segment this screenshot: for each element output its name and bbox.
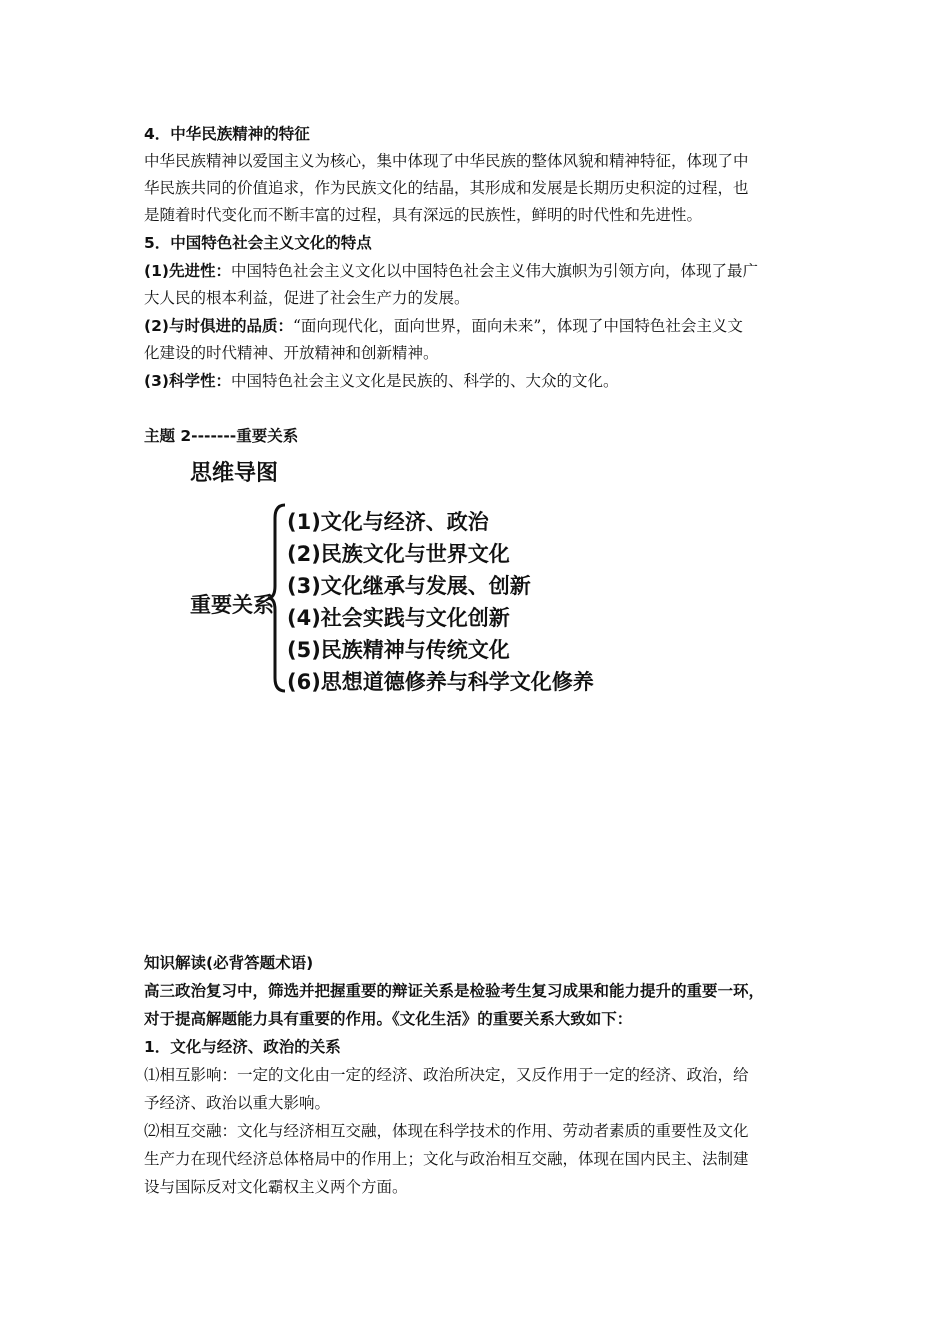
item-label: (3)科学性：	[144, 372, 231, 390]
topic-2-heading: 主题 2-------重要关系	[144, 427, 299, 445]
knowledge-p2-line-3: 设与国际反对文化霸权主义两个方面。	[144, 1178, 408, 1196]
section-5-item-1-line-2: 大人民的根本利益，促进了社会生产力的发展。	[144, 289, 470, 307]
knowledge-p1-line-2: 予经济、政治以重大影响。	[144, 1094, 331, 1112]
mindmap-item-2: (2)民族文化与世界文化	[287, 542, 510, 566]
section-4-heading: 4．中华民族精神的特征	[144, 125, 310, 143]
item-text: 中国特色社会主义文化是民族的、科学的、大众的文化。	[230, 372, 619, 390]
knowledge-intro-line-1: 高三政治复习中，筛选并把握重要的辩证关系是检验考生复习成果和能力提升的重要一环，	[144, 982, 765, 1000]
mindmap-item-1: (1)文化与经济、政治	[287, 510, 489, 534]
section-5-item-2-line-2: 化建设的时代精神、开放精神和创新精神。	[144, 344, 439, 362]
mindmap-item-3: (3)文化继承与发展、创新	[287, 574, 531, 598]
section-4-para-line-3: 是随着时代变化而不断丰富的过程，具有深远的民族性，鲜明的时代性和先进性。	[144, 206, 703, 224]
mindmap-root: 重要关系	[190, 593, 274, 617]
item-text: “面向现代化，面向世界，面向未来”，体现了中国特色社会主义文	[292, 317, 743, 335]
section-5-item-1-line-1	[144, 261, 758, 281]
knowledge-p1-line-1: ⑴相互影响：一定的文化由一定的经济、政治所决定，又反作用于一定的经济、政治，给	[144, 1066, 749, 1084]
mindmap-item-5: (5)民族精神与传统文化	[287, 638, 510, 662]
item-label: (1)先进性：	[144, 262, 231, 280]
section-4-para-line-1: 中华民族精神以爱国主义为核心，集中体现了中华民族的整体风貌和精神特征，体现了中	[144, 152, 749, 170]
knowledge-p2-line-1: ⑵相互交融：文化与经济相互交融，体现在科学技术的作用、劳动者素质的重要性及文化	[144, 1122, 749, 1140]
section-5-heading: 5．中国特色社会主义文化的特点	[144, 234, 372, 252]
section-4-para-line-2: 华民族共同的价值追求，作为民族文化的结晶，其形成和发展是长期历史积淀的过程，也	[144, 179, 749, 197]
item-text: 中国特色社会主义文化以中国特色社会主义伟大旗帜为引领方向，体现了最广	[230, 262, 758, 280]
section-5-item-2-line-1	[144, 316, 743, 336]
knowledge-sub-1-heading: 1．文化与经济、政治的关系	[144, 1038, 341, 1056]
mindmap-item-4: (4)社会实践与文化创新	[287, 606, 510, 630]
mindmap-brace	[266, 502, 288, 694]
knowledge-heading: 知识解读(必背答题术语)	[144, 954, 314, 972]
section-5-item-3-line-1	[144, 371, 618, 391]
item-label: (2)与时俱进的品质：	[144, 317, 293, 335]
knowledge-intro-line-2: 对于提高解题能力具有重要的作用。《文化生活》的重要关系大致如下：	[144, 1010, 633, 1028]
mindmap-item-6: (6)思想道德修养与科学文化修养	[287, 670, 594, 694]
mindmap-title: 思维导图	[190, 461, 279, 486]
knowledge-p2-line-2: 生产力在现代经济总体格局中的作用上；文化与政治相互交融，体现在国内民主、法制建	[144, 1150, 749, 1168]
